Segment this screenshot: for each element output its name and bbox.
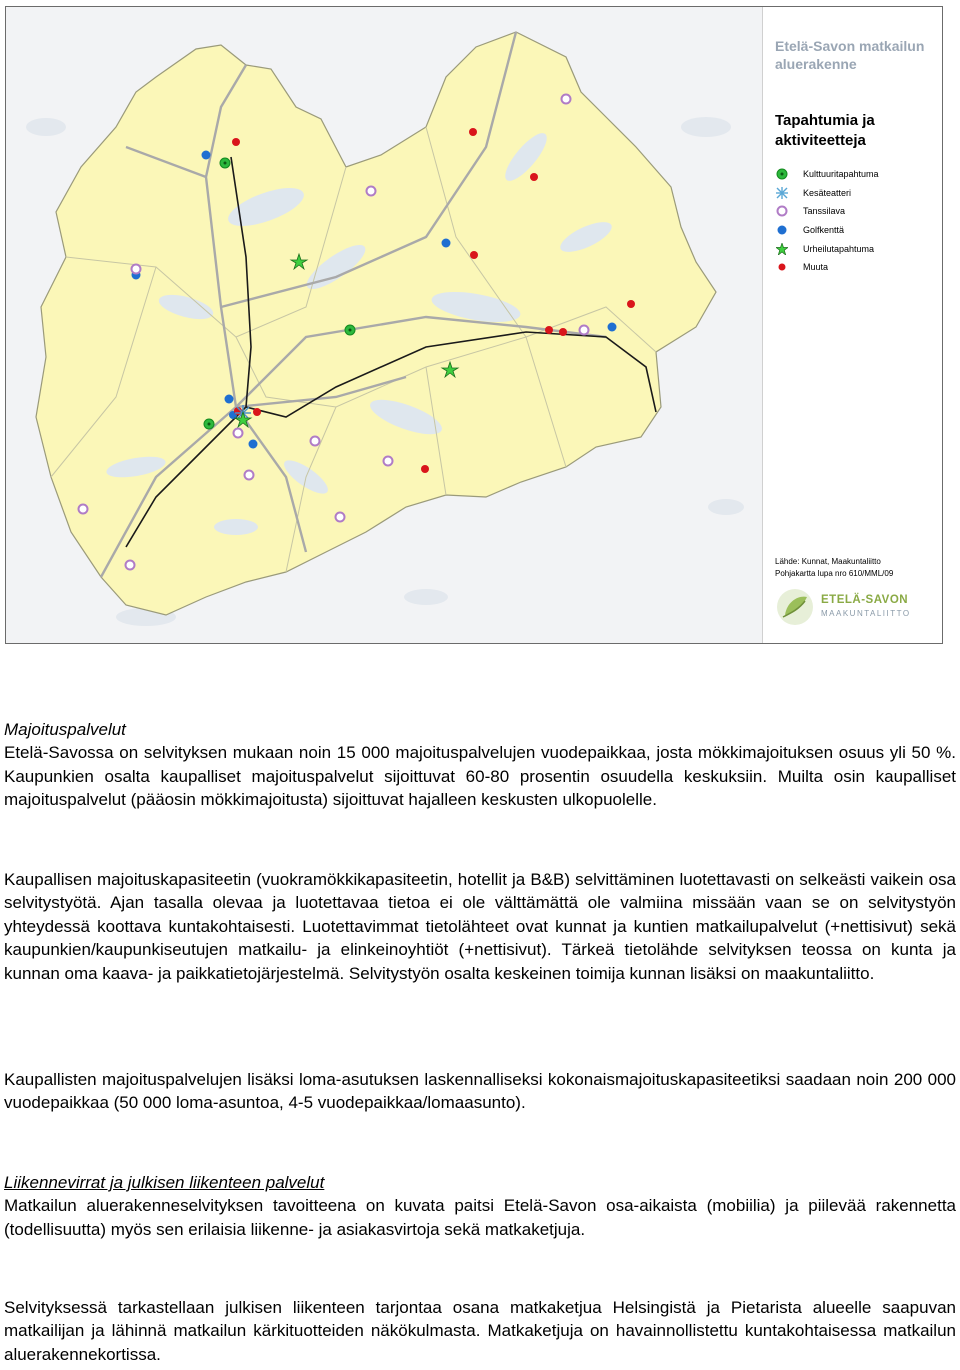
dance-pavilion-marker — [245, 471, 254, 480]
paragraph: Kaupallisen majoituskapasiteetin (vuokramökkikapasiteetin, hotellit ja B&B) selvittäminen luotettavasti on selkeästi vaikein osa selvitystyötä. Ajan tasalla olevaa ja luotettavaa tietoa ei ole välttämättä ole valmiina missään vaan se on selvitystyön yhteydessä koottava kuntakohtaisesti. Luotettavimmat tietolähteet ovat kunnat ja kuntien matkailupalvelut (+nettisivut) sekä kaupunkien/kaupunkiseutujen matkailu- ja elinkeinoyhtiöt (+nettisivut). Tärkeä tietolähde selvityksen teossa on kunta ja kunnan oma kaava- ja paikkatietojärjestelmä. Selvitystyön osalta keskeinen toimija kunnan lisäksi on maakuntaliitto. — [4, 870, 956, 983]
red-dot-icon — [775, 260, 789, 274]
map-title: Etelä-Savon matkailun aluerakenne — [775, 38, 925, 72]
paragraph: Etelä-Savossa on selvityksen mukaan noin 15 000 majoituspalvelujen vuodepaikkaa, josta mökkimajoituksen osuus yli 50 %. Kaupunkien osalta kaupalliset majoituspalvelut sijoittuvat 60-80 prosentin osuudella keskuksiin. Muilta osin kaupalliset majoituspalvelut (pääosin mökkimajoitusta) sijoittuvat hajalleen keskusten ulkopuolelle. — [4, 743, 956, 810]
heading-accommodation: Majoituspalvelut — [4, 720, 126, 739]
snowflake-icon — [775, 186, 789, 200]
blue-dot-icon — [775, 223, 789, 237]
golf-marker — [442, 239, 451, 248]
legend-label: Urheilutapahtuma — [803, 243, 875, 254]
dance-pavilion-marker — [311, 437, 320, 446]
green-circle-icon — [775, 167, 789, 181]
section-accommodation — [4, 718, 956, 812]
heading-traffic: Liikennevirrat ja julkisen liikenteen palvelut — [4, 1173, 325, 1192]
purple-ring-icon — [775, 204, 789, 218]
green-star-icon — [775, 242, 789, 256]
logo-text-sub: MAAKUNTALIITTO — [821, 609, 911, 618]
legend-item-culture — [775, 165, 879, 184]
section-capacity — [4, 868, 956, 985]
legend-label: Muuta — [803, 262, 829, 273]
legend-title: Tapahtumia ja aktiviteetteja — [775, 112, 875, 149]
golf-marker — [202, 151, 211, 160]
dance-pavilion-marker — [126, 561, 135, 570]
paragraph: Matkailun aluerakenneselvityksen tavoitteena on kuvata paitsi Etelä-Savon osa-aikaista (mobiilia) ja piilevää rakennetta (todellisuutta) myös sen erilaisia liikenne- ja asiakasvirtoja sekä matkaketjuja. — [4, 1196, 956, 1239]
dance-pavilion-marker — [336, 513, 345, 522]
legend-item-summer-theater — [775, 184, 879, 203]
other-marker — [421, 465, 429, 473]
source-line: Pohjakartta lupa nro 610/MML/09 — [775, 569, 894, 578]
logo-text-main: ETELÄ-SAVON — [821, 594, 909, 606]
dance-pavilion-marker — [79, 505, 88, 514]
other-marker — [470, 251, 478, 259]
other-marker — [545, 326, 553, 334]
legend-label: Kulttuuritapahtuma — [803, 169, 879, 180]
legend-label: Golfkenttä — [803, 225, 845, 236]
legend-list — [775, 165, 879, 277]
dance-pavilion-marker — [234, 429, 243, 438]
source-line: Lähde: Kunnat, Maakuntaliitto — [775, 557, 881, 566]
section-holiday-homes — [4, 1068, 956, 1115]
paragraph: Selvityksessä tarkastellaan julkisen liikenteen tarjontaa osana matkaketjua Helsingistä ja Pietarista alueelle saapuvan matkailijan ja lähinnä matkailun kärkituotteiden näkökulmasta. Matkaketjuja on havainnollistettu kuntakohtaisessa matkailun aluerakennekortissa. — [4, 1298, 956, 1364]
legend-label: Kesäteatteri — [803, 187, 852, 198]
paragraph: Kaupallisten majoituspalvelujen lisäksi loma-asutuksen laskennalliseksi kokonaismajoituskapasiteetiksi saadaan noin 200 000 vuodepaikkaa (50 000 loma-asuntoa, 4-5 vuodepaikkaa/lomaasunto). — [4, 1070, 956, 1113]
leaf-logo-icon — [775, 587, 815, 627]
dance-pavilion-marker — [580, 326, 589, 335]
dance-pavilion-marker — [562, 95, 571, 104]
dance-pavilion-marker — [367, 187, 376, 196]
golf-marker — [249, 440, 258, 449]
legend-label: Tanssilava — [803, 206, 846, 217]
golf-marker — [608, 323, 617, 332]
other-marker — [559, 328, 567, 336]
dance-pavilion-marker — [384, 457, 393, 466]
section-traffic — [4, 1171, 956, 1241]
other-marker — [253, 408, 261, 416]
legend-item-sport — [775, 239, 879, 258]
map-source — [775, 556, 893, 580]
regional-council-logo — [775, 587, 911, 627]
regional-map — [5, 6, 943, 644]
map-canvas — [6, 7, 762, 643]
other-marker — [627, 300, 635, 308]
golf-marker — [225, 395, 234, 404]
other-marker — [469, 128, 477, 136]
dance-pavilion-marker — [132, 265, 141, 274]
other-marker — [232, 138, 240, 146]
other-marker — [530, 173, 538, 181]
map-legend-panel — [762, 7, 943, 643]
section-public-transport — [4, 1296, 956, 1366]
legend-item-golf — [775, 221, 879, 240]
legend-item-other — [775, 258, 879, 277]
legend-item-dance-pavilion — [775, 202, 879, 221]
